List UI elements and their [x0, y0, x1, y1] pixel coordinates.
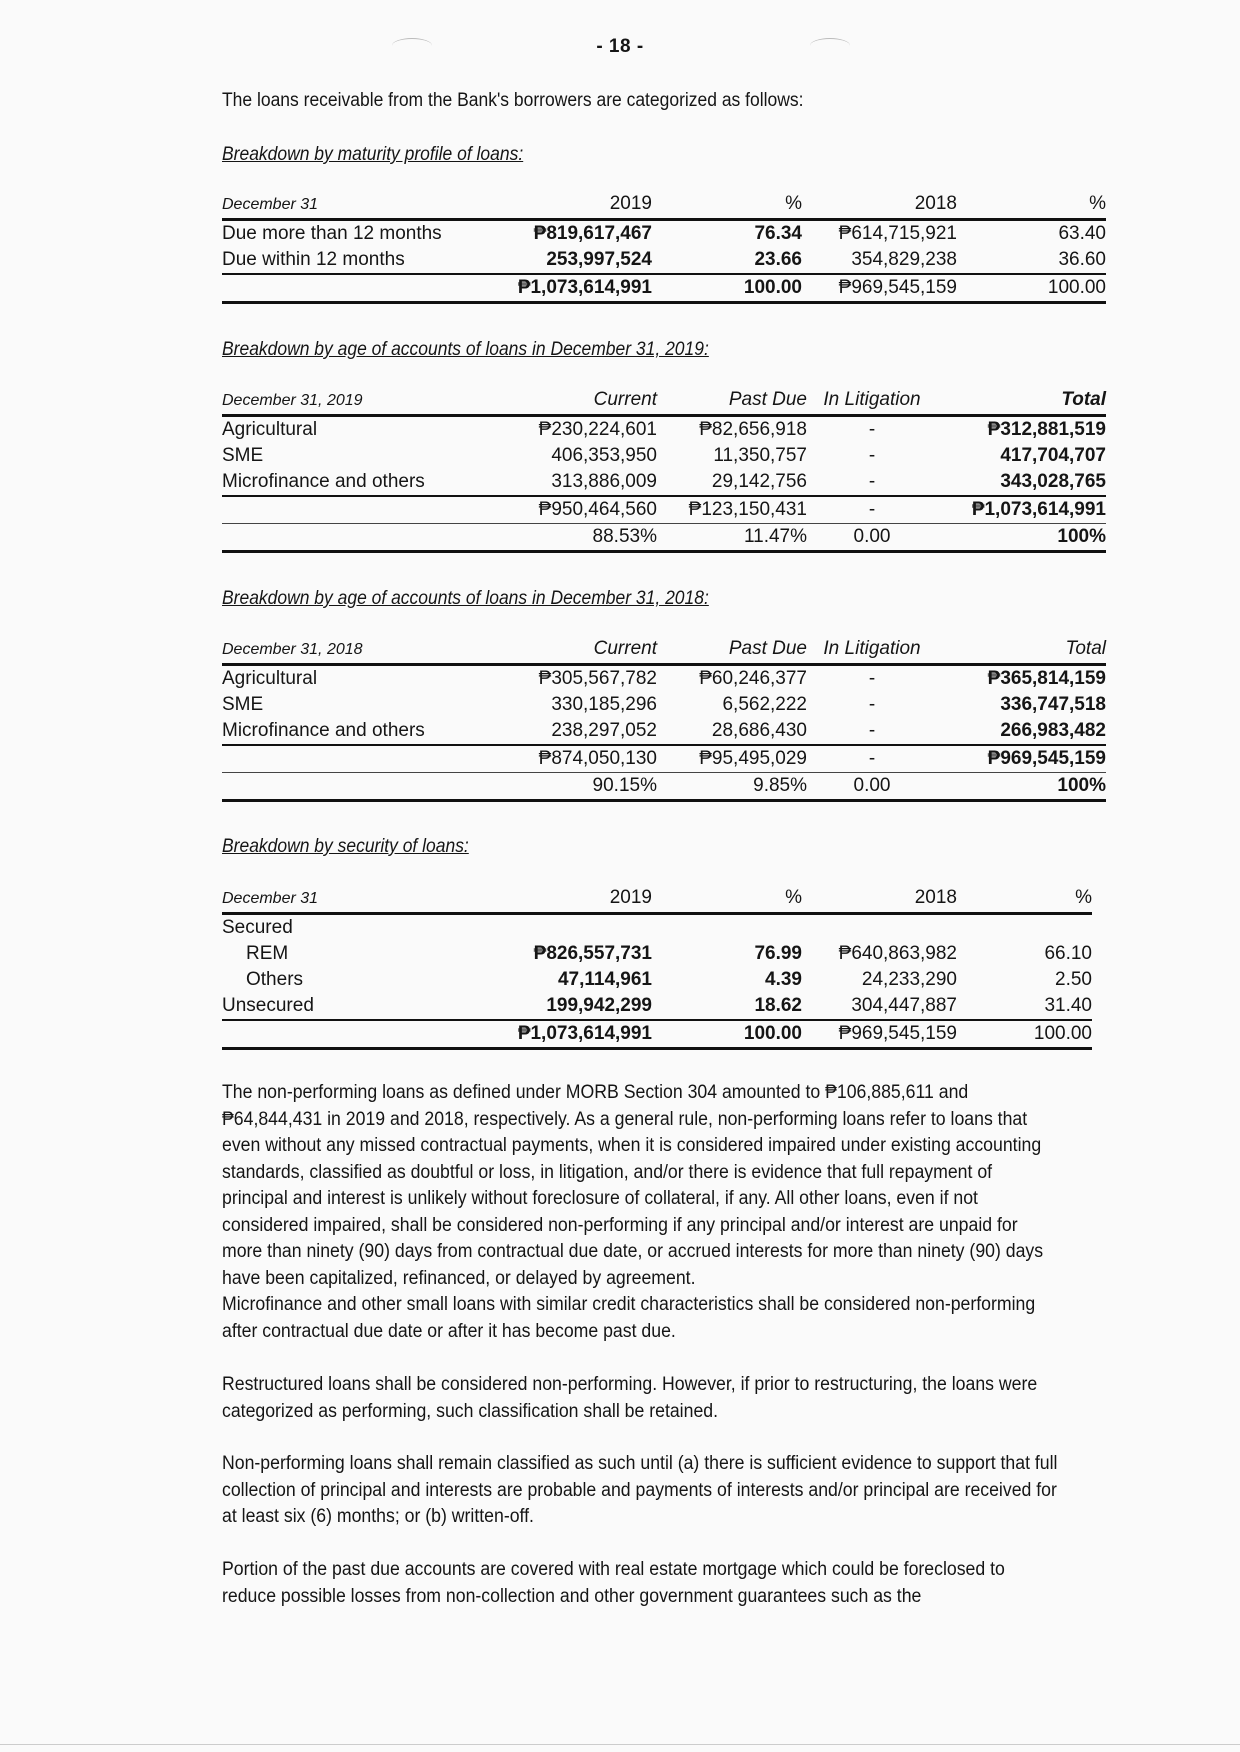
row-label: Agricultural [222, 668, 318, 689]
table-header-row [222, 190, 1106, 220]
column-header: Past Due [657, 635, 807, 665]
table-row [222, 718, 1106, 745]
current-total: ₱950,464,560 [512, 496, 657, 524]
total-percent-2018: 100.00 [957, 1020, 1092, 1049]
table-row [222, 443, 1106, 469]
percent-2019: 18.62 [754, 995, 802, 1016]
total-2019: ₱1,073,614,991 [477, 1020, 652, 1049]
table-header-row [222, 386, 1106, 416]
section-title-security: Breakdown by security of loans: [222, 836, 469, 857]
total-value: ₱365,814,159 [987, 668, 1106, 689]
column-header: Past Due [657, 386, 807, 416]
total-row [222, 274, 1106, 303]
value-2018: 24,233,290 [861, 969, 957, 990]
row-label: Unsecured [222, 995, 314, 1016]
past-due-total: ₱95,495,029 [657, 745, 807, 773]
past-due-percent: 11.47% [657, 524, 807, 552]
column-header: December 31, 2018 [222, 635, 512, 665]
percent-row [222, 524, 1106, 552]
litigation-percent: 0.00 [807, 773, 937, 801]
percent-2019: 4.39 [765, 969, 802, 990]
column-header: Total [937, 386, 1106, 416]
column-header: % [957, 884, 1092, 914]
page-number: - 18 - [596, 36, 644, 57]
percent-2018: 2.50 [1055, 969, 1092, 990]
past-due-value: 6,562,222 [722, 694, 807, 715]
column-header: 2018 [802, 190, 957, 220]
litigation-value: - [868, 720, 876, 741]
value-2019: 199,942,299 [546, 995, 652, 1016]
row-label: SME [222, 445, 264, 466]
column-header: % [652, 190, 802, 220]
current-total: ₱874,050,130 [512, 745, 657, 773]
row-label: Others [246, 969, 304, 990]
value-2019: 253,997,524 [546, 249, 652, 270]
column-header: 2018 [802, 884, 957, 914]
total-row [222, 496, 1106, 524]
row-label: REM [246, 943, 289, 964]
value-2019: 47,114,961 [557, 969, 652, 990]
percent-2018: 66.10 [1044, 943, 1092, 964]
section-title-age-2019: Breakdown by age of accounts of loans in December 31, 2019: [222, 339, 709, 360]
past-due-total: ₱123,150,431 [657, 496, 807, 524]
total-percent: 100% [937, 524, 1106, 552]
table-row [222, 665, 1106, 693]
current-value: 406,353,950 [551, 445, 657, 466]
percent-2019: 76.99 [754, 943, 802, 964]
litigation-percent: 0.00 [807, 524, 937, 552]
total-value: ₱312,881,519 [987, 419, 1106, 440]
litigation-value: - [868, 668, 876, 689]
row-label: Agricultural [222, 419, 318, 440]
intro-text: The loans receivable from the Bank's borrowers are categorized as follows: [222, 90, 804, 111]
column-header: In Litigation [807, 635, 937, 665]
row-label [222, 1020, 477, 1049]
column-header: 2019 [477, 884, 652, 914]
column-header: Current [512, 386, 657, 416]
current-value: ₱305,567,782 [538, 668, 657, 689]
litigation-total: - [807, 496, 937, 524]
column-header: % [957, 190, 1106, 220]
section-title-maturity: Breakdown by maturity profile of loans: [222, 144, 524, 165]
row-label: Microfinance and others [222, 471, 425, 492]
percent-2018: 63.40 [1058, 223, 1106, 244]
paragraph-restructured: Restructured loans shall be considered non-performing. However, if prior to restructuring, the loans were categorized as performing, such classification shall be retained. [222, 1374, 1038, 1422]
table-row [222, 941, 1092, 967]
percent-2018: 31.40 [1044, 995, 1092, 1016]
value-2019: ₱819,617,467 [533, 223, 652, 244]
table-header-row [222, 884, 1092, 914]
current-percent: 88.53% [512, 524, 657, 552]
percent-2019: 23.66 [754, 249, 802, 270]
past-due-percent: 9.85% [657, 773, 807, 801]
table-header-row [222, 635, 1106, 665]
section-title-age-2018: Breakdown by age of accounts of loans in December 31, 2018: [222, 588, 709, 609]
total-2018: ₱969,545,159 [802, 1020, 957, 1049]
past-due-value: ₱82,656,918 [699, 419, 807, 440]
age-2018-table [222, 635, 1106, 802]
column-header: December 31 [222, 190, 477, 220]
column-header: Total [937, 635, 1106, 665]
security-table [222, 884, 1092, 1050]
past-due-value: 11,350,757 [713, 445, 807, 466]
row-label [222, 496, 512, 524]
paragraph-microfinance: Microfinance and other small loans with similar credit characteristics shall be considered non-performing after contractual due date or after it has become past due. [222, 1294, 1036, 1342]
row-label: Due more than 12 months [222, 223, 442, 244]
column-header: December 31, 2019 [222, 386, 512, 416]
table-row [222, 967, 1092, 993]
column-header: Current [512, 635, 657, 665]
column-header: % [652, 884, 802, 914]
column-header: December 31 [222, 884, 477, 914]
value-2018: ₱640,863,982 [838, 943, 957, 964]
table-row [222, 692, 1106, 718]
table-row [222, 220, 1106, 248]
grand-total: ₱1,073,614,991 [937, 496, 1106, 524]
litigation-value: - [868, 694, 876, 715]
current-value: ₱230,224,601 [538, 419, 657, 440]
litigation-value: - [868, 419, 876, 440]
row-label: Microfinance and others [222, 720, 425, 741]
row-label [222, 274, 477, 303]
total-percent-2019: 100.00 [652, 1020, 802, 1049]
total-value: 336,747,518 [1000, 694, 1106, 715]
row-label [222, 524, 512, 552]
current-value: 238,297,052 [551, 720, 657, 741]
age-2019-table [222, 386, 1106, 553]
value-2018: 354,829,238 [851, 249, 957, 270]
litigation-value: - [868, 471, 876, 492]
group-row [222, 914, 1092, 942]
current-value: 313,886,009 [551, 471, 657, 492]
total-2019: ₱1,073,614,991 [477, 274, 652, 303]
table-row [222, 247, 1106, 274]
row-label [222, 773, 512, 801]
table-row [222, 993, 1092, 1020]
current-percent: 90.15% [512, 773, 657, 801]
group-label: Secured [222, 917, 293, 938]
grand-total: ₱969,545,159 [937, 745, 1106, 773]
current-value: 330,185,296 [551, 694, 657, 715]
total-value: 417,704,707 [1000, 445, 1106, 466]
total-percent-2019: 100.00 [652, 274, 802, 303]
value-2018: 304,447,887 [851, 995, 957, 1016]
total-row [222, 745, 1106, 773]
total-percent-2018: 100.00 [957, 274, 1106, 303]
table-row [222, 469, 1106, 496]
past-due-value: ₱60,246,377 [699, 668, 807, 689]
total-value: 266,983,482 [1000, 720, 1106, 741]
page-edge-line [0, 1744, 1240, 1745]
percent-2019: 76.34 [754, 223, 802, 244]
litigation-total: - [807, 745, 937, 773]
row-label: Due within 12 months [222, 249, 405, 270]
maturity-table [222, 190, 1106, 304]
total-row [222, 1020, 1092, 1049]
past-due-value: 28,686,430 [711, 720, 807, 741]
value-2019: ₱826,557,731 [533, 943, 652, 964]
column-header: 2019 [477, 190, 652, 220]
column-header: In Litigation [807, 386, 937, 416]
paragraph-reclassification: Non-performing loans shall remain classified as such until (a) there is sufficient evidence to support that full collection of principal and interests are probable and payments of interests and/or principal are received for at least six (6) months; or (b) written-off. [222, 1453, 1058, 1527]
row-label: SME [222, 694, 264, 715]
paragraph-past-due-coverage: Portion of the past due accounts are covered with real estate mortgage which could be foreclosed to reduce possible losses from non-collection and other government guarantees such as the [222, 1559, 1005, 1607]
percent-2018: 36.60 [1058, 249, 1106, 270]
value-2018: ₱614,715,921 [838, 223, 957, 244]
paragraph-npl-definition: The non-performing loans as defined under MORB Section 304 amounted to ₱106,885,611 and ₱64,844,431 in 2019 and 2018, respectively. As a general rule, non-performing loans refer to loans that even without any missed contractual payments, when it is considered impaired under existing accounting standards, classified as doubtful or loss, in litigation, and/or there is evidence that full repayment of principal and interest is unlikely without foreclosure of collateral, if any. All other loans, even if not considered impaired, shall be considered non-performing if any principal and/or interest are unpaid for more than ninety (90) days from contractual due date, or accrued interests for more than ninety (90) days have been capitalized, refinanced, or delayed by agreement. [222, 1082, 1044, 1289]
litigation-value: - [868, 445, 876, 466]
total-2018: ₱969,545,159 [802, 274, 957, 303]
percent-row [222, 773, 1106, 801]
table-row [222, 416, 1106, 444]
past-due-value: 29,142,756 [711, 471, 807, 492]
total-value: 343,028,765 [1000, 471, 1106, 492]
total-percent: 100% [937, 773, 1106, 801]
row-label [222, 745, 512, 773]
